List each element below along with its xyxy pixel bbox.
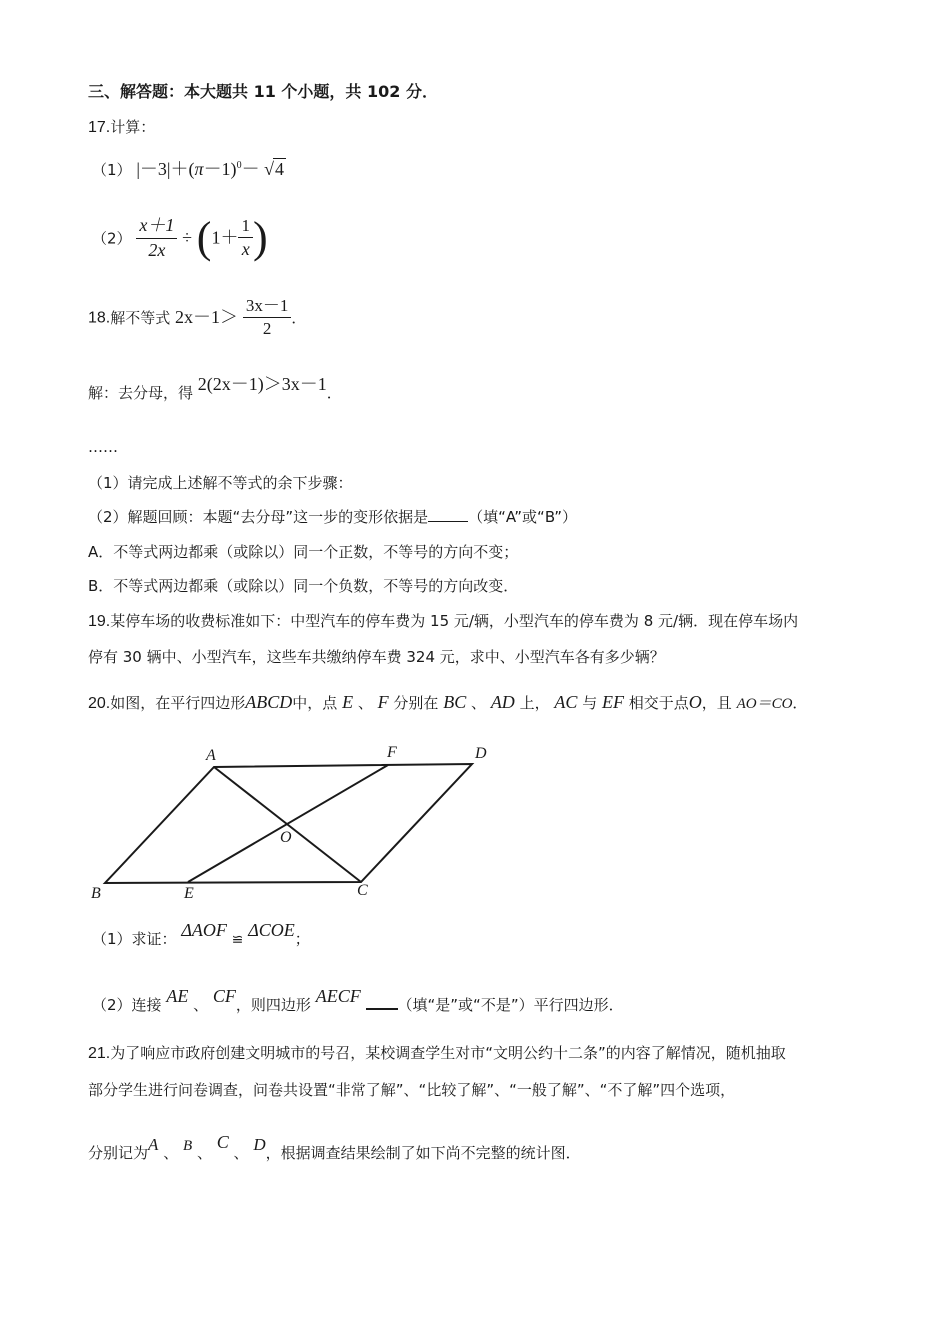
question-number: 17. [88, 119, 111, 136]
period: ． [291, 308, 307, 327]
question-17 [88, 118, 155, 137]
parallelogram-figure [85, 740, 505, 905]
solution-prefix: 解：去分母，得 [88, 384, 194, 402]
fraction: $\frac{3x-1}{2}$ [243, 296, 292, 340]
congruent-sign: ≌ [231, 933, 244, 948]
quadrilateral-aecf: AECF [315, 986, 361, 1006]
question-19-line-2: 停有 30 辆中、小型汽车，这些车共缴纳停车费 324 元，求中、小型汽车各有多少辆？ [88, 648, 665, 666]
divide-sign: ÷ [182, 227, 192, 248]
solution-expression: 2(2x－1)＞3x－1 [197, 374, 327, 394]
question-number: 19. [88, 613, 111, 630]
question-18 [88, 296, 306, 340]
semicolon: ； [294, 930, 310, 948]
part-label: （1） [92, 161, 132, 179]
triangle-aof: ΔAOF [181, 920, 227, 940]
question-text: 解不等式 [110, 308, 171, 327]
question-21-line-2: 部分学生进行问卷调查，问卷共设置“非常了解”、“比较了解”、“一般了解”、“不了解”四个选项， [88, 1081, 736, 1099]
q18-solution [88, 374, 342, 404]
math-expression: $|-3|+(\pi-1)^0- √4$ [136, 159, 284, 179]
part-text: （填“是”或“不是”）平行四边形． [397, 996, 624, 1014]
q20-part-1 [92, 920, 310, 950]
part-text: （2）解题回顾：本题“去分母”这一步的变形依据是 [88, 508, 429, 526]
part-text: （2）连接 [92, 996, 162, 1014]
question-text: 计算： [110, 118, 156, 136]
question-number: 20. [88, 695, 111, 712]
point-label-d: D [475, 745, 487, 762]
question-text: 为了响应市政府创建文明城市的号召，某校调查学生对市“文明公约十二条”的内容了解情况，随机抽取 [110, 1044, 786, 1062]
part-label: （2） [92, 229, 132, 248]
q17-part-2 [92, 212, 268, 265]
point-label-b: B [91, 885, 101, 902]
answer-blank[interactable] [428, 521, 468, 522]
segment-ef [188, 765, 388, 882]
question-text: 某停车场的收费标准如下：中型汽车的停车费为 15 元/辆，小型汽车的停车费为 8 元/辆．现在停车场内 [110, 612, 799, 630]
point-label-e: E [184, 885, 194, 902]
q17-part-1 [92, 158, 286, 181]
question-number: 18. [88, 309, 111, 327]
segment-ae: AE [166, 986, 189, 1006]
part-text: ，则四边形 [235, 996, 311, 1014]
point-label-a: A [206, 747, 216, 764]
point-label-o: O [280, 829, 292, 846]
q18-part-2 [88, 508, 577, 526]
part-text: （填“A”或“B”） [468, 508, 578, 526]
part-text: （1）求证： [92, 930, 177, 948]
question-21 [88, 1044, 786, 1063]
fraction: $\frac{x+1}{2x}$ [136, 215, 177, 261]
option-a: A．不等式两边都乘（或除以）同一个正数，不等号的方向不变； [88, 543, 519, 561]
triangle-coe: ΔCOE [248, 920, 295, 940]
answer-blank[interactable] [366, 1008, 398, 1010]
separator: 、 [193, 996, 209, 1014]
right-paren: ) [252, 213, 268, 262]
segment-cf: CF [212, 986, 236, 1006]
question-20: 20.如图，在平行四边形ABCD中，点 E 、 F 分别在 BC 、 AD 上， AC 与 EF 相交于点O，且 AO＝CO． [88, 692, 808, 712]
left-paren: ( [196, 213, 212, 262]
point-label-c: C [357, 882, 368, 899]
option-b: B．不等式两边都乘（或除以）同一个负数，不等号的方向改变． [88, 577, 519, 595]
q20-part-2 [92, 986, 624, 1016]
question-21-line-3: 分别记为A 、 B 、 C 、 D，根据调查结果绘制了如下尚不完整的统计图． [88, 1132, 581, 1162]
question-19 [88, 612, 798, 631]
q18-part-1: （1）请完成上述解不等式的余下步骤： [88, 474, 353, 492]
question-number: 21. [88, 1045, 111, 1062]
section-title: 三、解答题：本大题共 11 个小题，共 102 分． [88, 82, 438, 101]
inequality-lhs: 2x－1＞ [175, 307, 239, 328]
fraction: $\frac{1}{x}$ [238, 216, 253, 261]
point-label-f: F [387, 744, 397, 761]
period: ． [326, 384, 342, 402]
one-plus: 1＋ [211, 227, 239, 248]
ellipsis: …… [88, 438, 118, 456]
